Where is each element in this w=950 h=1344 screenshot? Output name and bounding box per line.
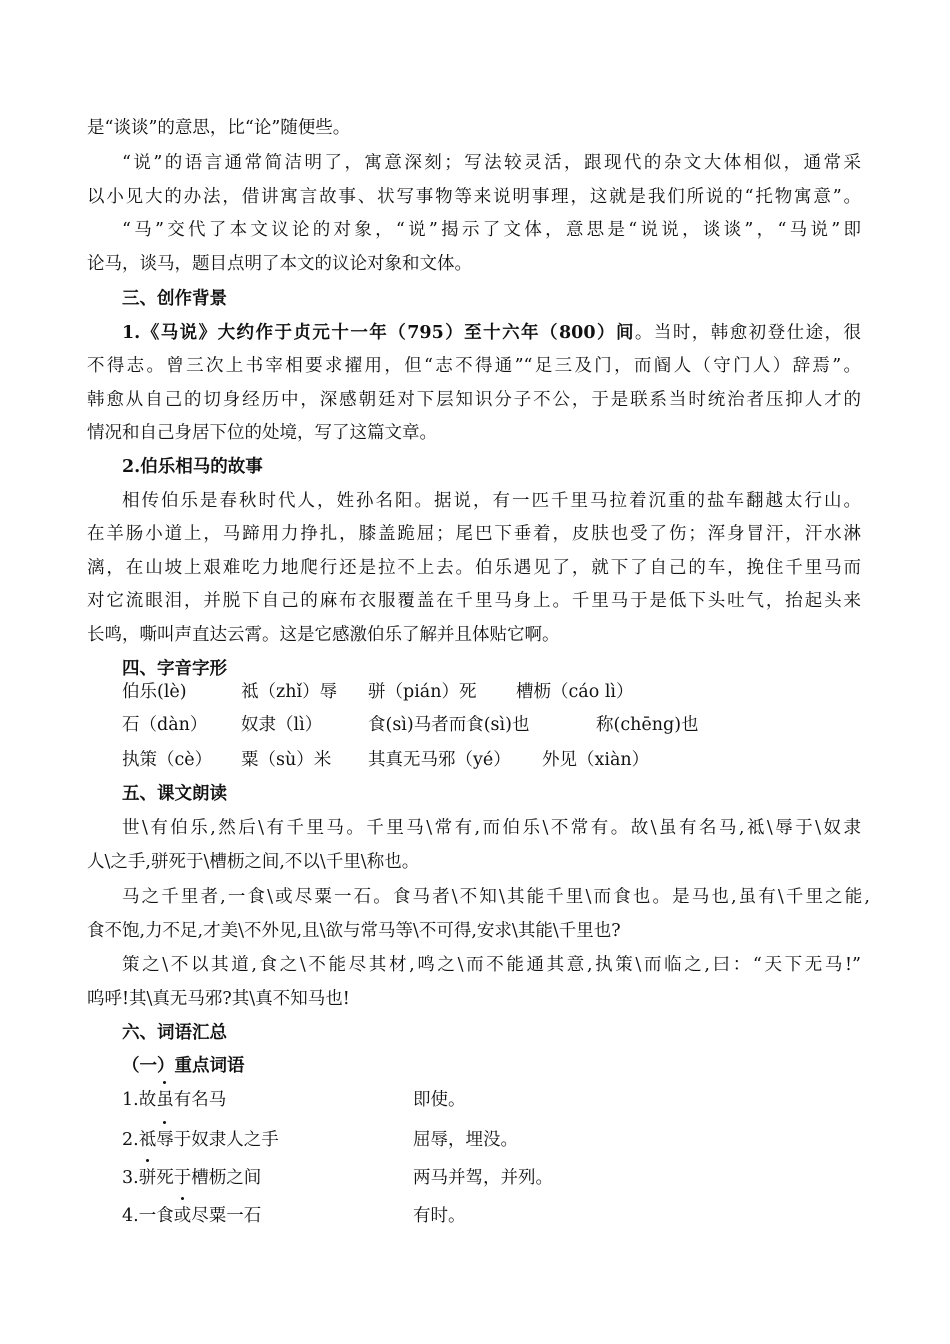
vocab-term: 2.祗辱于奴隶人之手 [122,1130,279,1150]
text-line: “说”的语言通常简洁明了，寓意深刻；写法较灵活，跟现代的杂文大体相似，通常采 [122,153,861,173]
vocab-meaning: 有时。 [413,1206,466,1226]
text-line: 不得志。曾三次上书宰相要求擢用，但“志不得通”“足三及门，而阍人（守门人）辞焉”。 [87,356,861,376]
vocab-term: 3.骈死于槽枥之间 [122,1168,262,1188]
text-line: 在羊肠小道上，马蹄用力挣扎，膝盖跪屈；尾巴下垂着，皮肤也受了伤；浑身冒汗，汗水淋 [87,524,861,544]
text-line: 对它流眼泪，并脱下自己的麻布衣服覆盖在千里马身上。千里马于是低下头吐气，抬起头来 [87,591,861,611]
text-line: 相传伯乐是春秋时代人，姓孙名阳。据说，有一匹千里马拉着沉重的盐车翻越太行山。 [122,491,861,511]
text-line: 呜呼!其\真无马邪?其\真不知马也! [87,989,350,1009]
vocab-row [0,1088,950,1112]
section-heading: 三、创作背景 [122,289,227,309]
vocab-term: 1.故虽有名马 [122,1090,227,1110]
pronunciation-item: 执策（cè） [122,750,213,770]
pronunciation-item: 外见（xiàn） [542,750,650,770]
emphasis-dot-char: 骈 [138,1168,157,1188]
text-line: 以小见大的办法，借讲寓言故事、状写事物等来说明事理，这就是我们所说的“托物寓意”。 [87,187,861,207]
text-line: 韩愈从自己的切身经历中，深感朝廷对下层知识分子不公，于是联系当时统治者压抑人才的 [87,390,861,410]
pronunciation-row [0,748,950,772]
text-line: 漓，在山坡上艰难吃力地爬行还是拉不上去。伯乐遇见了，就下了自己的车，挽住千里马而 [87,558,861,578]
subheading-inline: 1.《马说》大约作于贞元十一年（795）至十六年（800）间 [122,323,635,343]
vocab-row [0,1166,950,1190]
pronunciation-item: 食(sì)马者而食(sì)也 [368,715,530,735]
pronunciation-item: 粟（sù）米 [241,750,332,770]
pronunciation-row [0,680,950,704]
pronunciation-row [0,713,950,737]
text-line: “马”交代了本文议论的对象，“说”揭示了文体，意思是“说说，谈谈”，“马说”即 [122,220,861,240]
pronunciation-item: 槽枥（cáo lì） [516,682,634,702]
text-line: 食不饱,力不足,才美\不外见,且\欲与常马等\不可得,安求\其能\千里也? [87,921,621,941]
pronunciation-item: 祗（zhǐ）辱 [241,682,338,702]
pronunciation-item: 奴隶（lì） [241,715,323,735]
pronunciation-item: 称(chēng)也 [596,715,699,735]
section-heading: 六、词语汇总 [122,1023,227,1043]
vocab-meaning: 即使。 [413,1090,466,1110]
vocab-meaning: 两马并驾，并列。 [413,1168,553,1188]
text-line: 论马，谈马，题目点明了本文的议论对象和文体。 [87,254,472,274]
text-line: 长鸣，嘶叫声直达云霄。这是它感激伯乐了解并且体贴它啊。 [87,625,560,645]
text-line: 世\有伯乐,然后\有千里马。千里马\常有,而伯乐\不常有。故\虽有名马,祗\辱于\奴隶 [122,818,861,838]
text-span: 。当时，韩愈初登仕途，很 [634,323,861,343]
emphasis-dot-char: 或 [173,1206,192,1226]
text-line: 人\之手,骈死于\槽枥之间,不以\千里\称也。 [87,852,420,872]
text-line [122,321,861,345]
subheading: 2.伯乐相马的故事 [122,457,263,477]
section-heading: 五、课文朗读 [122,784,227,804]
vocab-meaning: 屈辱，埋没。 [413,1130,518,1150]
pronunciation-item: 伯乐(lè) [122,682,187,702]
emphasis-dot-char: 辱 [156,1130,174,1150]
vocab-term: 4.一食或尽粟一石 [122,1206,262,1226]
text-line: 马之千里者,一食\或尽粟一石。食马者\不知\其能千里\而食也。是马也,虽有\千里之能, [122,887,870,907]
emphasis-dot-char: 虽 [156,1090,174,1110]
vocab-row [0,1128,950,1152]
text-line: 情况和自己身居下位的处境，写了这篇文章。 [87,423,437,443]
vocab-row [0,1204,950,1228]
pronunciation-item: 其真无马邪（yé） [368,750,511,770]
subheading: （一）重点词语 [122,1056,245,1076]
section-heading: 四、字音字形 [122,659,227,679]
pronunciation-item: 石（dàn） [122,715,208,735]
pronunciation-item: 骈（pián）死 [368,682,477,702]
text-line: 策之\不以其道,食之\不能尽其材,鸣之\而不能通其意,执策\而临之,曰：“天下无马!” [122,955,861,975]
text-line: 是“谈谈”的意思，比“论”随便些。 [87,118,351,138]
